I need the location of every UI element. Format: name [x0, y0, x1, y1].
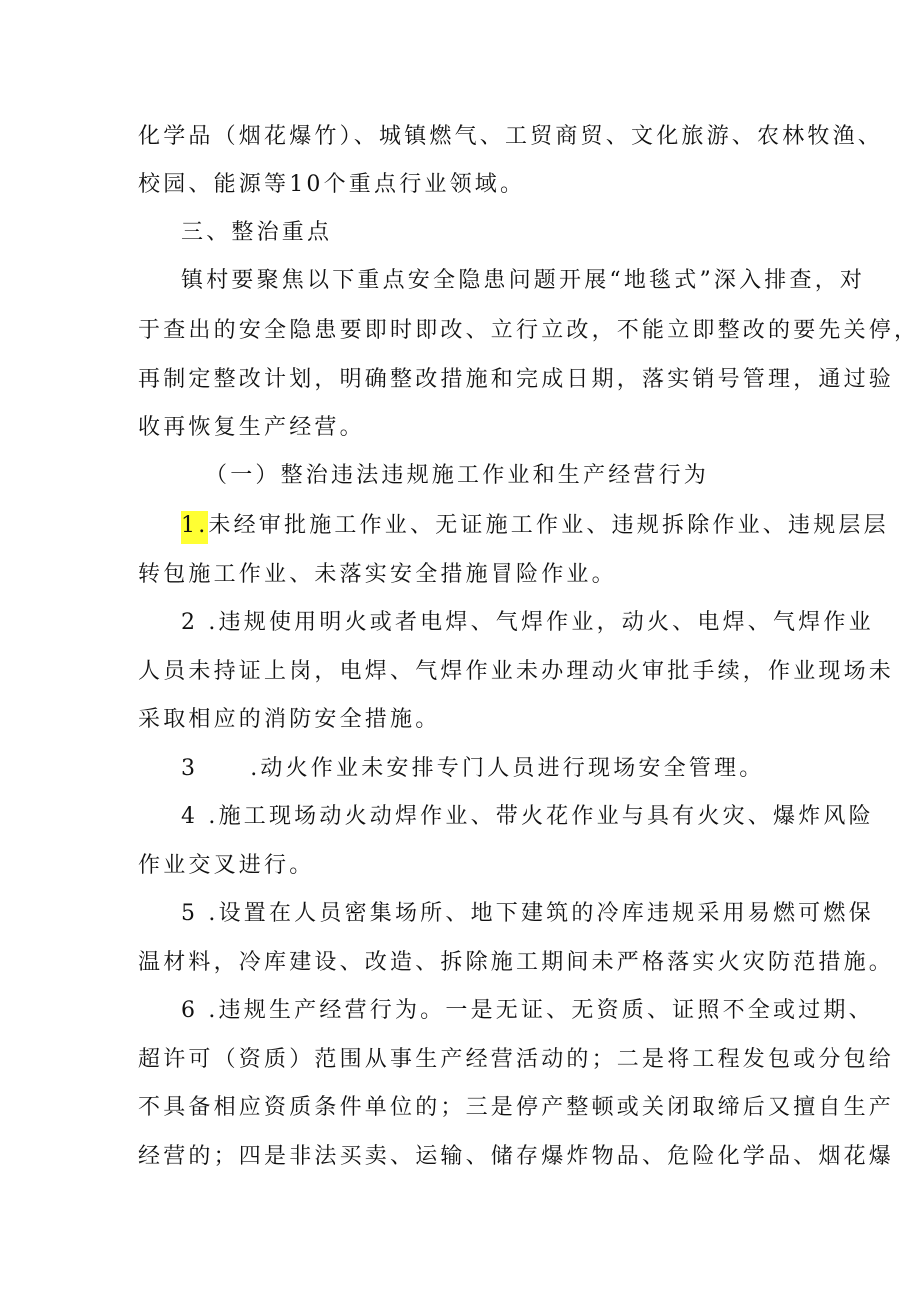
- text-line-2: 校园、能源等10个重点行业领域。: [138, 172, 526, 197]
- text-line-5: 于查出的安全隐患要即时即改、立行立改，不能立即整改的要先关停，: [138, 318, 920, 343]
- text-line-6: 再制定整改计划，明确整改措施和完成日期，落实销号管理，通过验: [138, 367, 895, 392]
- item-3-number: 3: [181, 756, 199, 781]
- item-4-line-1: 4 .施工现场动火动焊作业、带火花作业与具有火灾、爆炸风险: [181, 804, 874, 829]
- text-line-4: 镇村要聚焦以下重点安全隐患问题开展“地毯式”深入排查，对: [181, 268, 866, 293]
- item-2-line-3: 采取相应的消防安全措施。: [138, 707, 441, 732]
- item-5-line-1: 5 .设置在人员密集场所、地下建筑的冷库违规采用易燃可燃保: [181, 901, 874, 926]
- section-heading-3: 三、整治重点: [181, 220, 333, 245]
- item-4-line-2: 作业交叉进行。: [138, 853, 315, 878]
- text-line-1: 化学品（烟花爆竹）、城镇燃气、工贸商贸、文化旅游、农林牧渔、: [138, 124, 884, 149]
- item-1-line-1: [181, 511, 889, 541]
- item-6-line-3: 不具备相应资质条件单位的；三是停产整顿或关闭取缔后又擅自生产: [138, 1095, 895, 1120]
- item-3-line-1: [181, 754, 764, 784]
- item-1-text: 未经审批施工作业、无证施工作业、违规拆除作业、违规层层: [208, 513, 889, 538]
- item-3-text: .动火作业未安排专门人员进行现场安全管理。: [250, 756, 765, 781]
- item-2-line-1: 2 .违规使用明火或者电焊、气焊作业，动火、电焊、气焊作业: [181, 610, 874, 635]
- highlighted-item-number: 1.: [181, 511, 208, 544]
- item-6-line-1: 6 .违规生产经营行为。一是无证、无资质、证照不全或过期、: [181, 998, 874, 1023]
- item-6-line-2: 超许可（资质）范围从事生产经营活动的；二是将工程发包或分包给: [138, 1047, 895, 1072]
- item-2-line-2: 人员未持证上岗，电焊、气焊作业未办理动火审批手续，作业现场未: [138, 659, 895, 684]
- item-5-line-2: 温材料，冷库建设、改造、拆除施工期间未严格落实火灾防范措施。: [138, 950, 895, 975]
- subsection-heading-1: （一）整治违法违规施工作业和生产经营行为: [205, 463, 710, 488]
- item-1-line-2: 转包施工作业、未落实安全措施冒险作业。: [138, 562, 617, 587]
- text-line-7: 收再恢复生产经营。: [138, 415, 365, 440]
- item-6-line-4: 经营的；四是非法买卖、运输、储存爆炸物品、危险化学品、烟花爆: [138, 1144, 895, 1169]
